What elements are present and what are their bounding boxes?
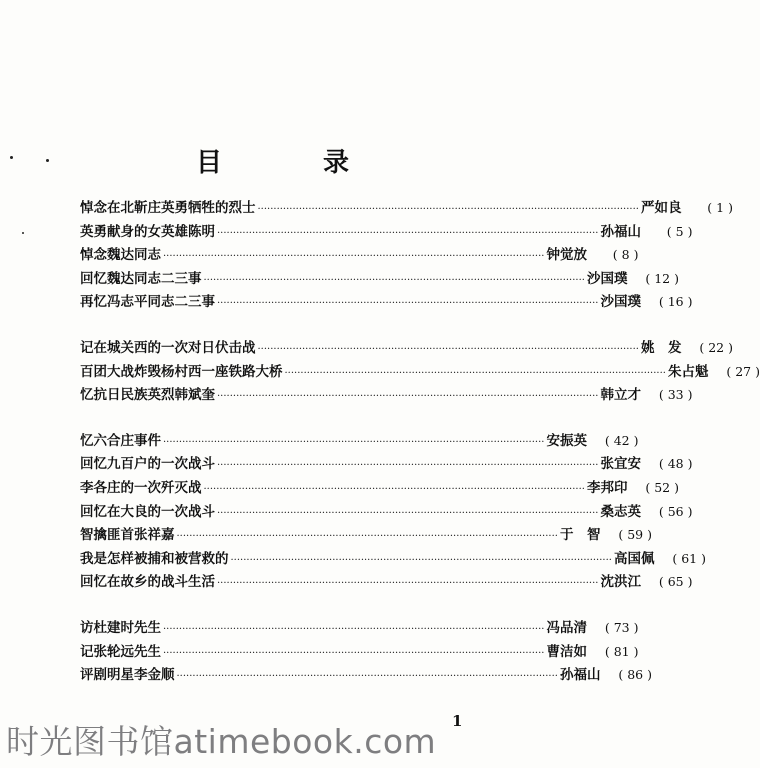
dot-leader: ························································································································	[203, 274, 585, 286]
dot-leader: ························································································································	[163, 251, 545, 263]
dot-leader: ························································································································	[163, 436, 545, 448]
toc-section	[80, 196, 733, 314]
page-number: 1	[452, 712, 463, 730]
dot-leader: ························································································································	[217, 578, 599, 590]
entry-author: 沈洪江	[600, 574, 641, 591]
entry-page: ( 73 )	[604, 619, 639, 635]
dot-leader: ························································································································	[176, 671, 558, 683]
entry-author: 孙福山	[600, 223, 641, 240]
entry-title: 记张轮远先生	[80, 643, 161, 660]
dot-leader: ························································································································	[230, 554, 612, 566]
dot-leader: ························································································································	[284, 367, 666, 379]
toc-entry[interactable]	[80, 360, 760, 384]
toc-entry[interactable]	[80, 547, 706, 571]
dot-leader: ························································································································	[217, 227, 599, 239]
entry-author: 朱占魁	[667, 363, 709, 380]
entry-author: 张宜安	[600, 456, 641, 473]
toc-section	[80, 429, 706, 594]
entry-title: 回忆魏达同志二三事	[80, 270, 202, 287]
entry-author: 桑志英	[600, 503, 641, 520]
entry-author: 高国佩	[613, 550, 655, 567]
dot-leader: ························································································································	[203, 483, 585, 495]
entry-page: ( 61 )	[672, 550, 706, 566]
entry-page: ( 33 )	[658, 387, 693, 403]
entry-page: ( 22 )	[699, 339, 733, 355]
entry-author: 冯品清	[546, 619, 587, 636]
entry-page: ( 12 )	[645, 270, 679, 286]
page-title: 目 录	[195, 148, 396, 178]
toc-entry[interactable]	[80, 452, 693, 476]
entry-page: ( 16 )	[658, 294, 693, 310]
toc-entry[interactable]	[80, 616, 639, 640]
entry-title: 智擒匪首张祥嘉	[80, 527, 175, 544]
entry-author: 钟觉放	[546, 247, 587, 264]
entry-page: ( 42 )	[604, 432, 639, 448]
entry-author: 沙国璞	[586, 270, 628, 287]
entry-page: ( 8 )	[612, 247, 639, 263]
entry-title: 回忆在大良的一次战斗	[80, 503, 215, 520]
entry-title: 访杜建时先生	[80, 619, 161, 636]
entry-author: 严如良	[640, 200, 682, 216]
entry-author: 安振英	[546, 432, 587, 449]
entry-page: ( 81 )	[604, 643, 639, 659]
entry-page: ( 65 )	[658, 574, 693, 590]
toc-entry[interactable]	[80, 523, 652, 547]
entry-page: ( 86 )	[618, 667, 652, 683]
toc-entry[interactable]	[80, 336, 733, 360]
entry-author: 李邦印	[586, 479, 628, 496]
dot-leader: ························································································································	[217, 507, 599, 519]
entry-author: 姚 发	[640, 339, 682, 356]
entry-title: 百团大战炸毁杨村西一座铁路大桥	[80, 363, 283, 380]
entry-title: 英勇献身的女英雄陈明	[80, 223, 215, 240]
toc-entry[interactable]	[80, 196, 733, 220]
toc-entry[interactable]	[80, 290, 693, 314]
toc-entry[interactable]	[80, 220, 693, 244]
entry-page: ( 27 )	[726, 363, 760, 379]
toc-entry[interactable]	[80, 243, 639, 267]
entry-title: 忆六合庄事件	[80, 432, 161, 449]
entry-title: 悼念魏达同志	[80, 247, 161, 264]
dot-leader: ························································································································	[217, 460, 599, 472]
entry-title: 忆抗日民族英烈韩斌奎	[80, 387, 215, 404]
entry-title: 回忆在故乡的战斗生活	[80, 574, 215, 591]
entry-title: 悼念在北靳庄英勇牺牲的烈士	[80, 200, 256, 216]
toc-entry[interactable]	[80, 663, 652, 687]
toc-section	[80, 336, 760, 407]
entry-title: 回忆九百户的一次战斗	[80, 456, 215, 473]
entry-page: ( 5 )	[666, 223, 693, 239]
entry-author: 曹洁如	[546, 643, 587, 660]
toc-entry[interactable]	[80, 267, 679, 291]
entry-title: 再忆冯志平同志二三事	[80, 294, 215, 311]
entry-author: 于 智	[559, 527, 601, 544]
dot-leader: ························································································································	[217, 391, 599, 403]
dot-leader: ························································································································	[176, 531, 558, 543]
scan-speck	[22, 232, 24, 234]
entry-author: 沙国璞	[600, 294, 641, 311]
entry-author: 韩立才	[600, 387, 641, 404]
table-of-contents	[80, 196, 760, 709]
scan-speck	[10, 156, 13, 159]
toc-entry[interactable]	[80, 476, 679, 500]
toc-entry[interactable]	[80, 640, 639, 664]
entry-title: 李各庄的一次歼灭战	[80, 479, 202, 496]
entry-author: 孙福山	[559, 667, 601, 684]
toc-section	[80, 616, 652, 687]
watermark: 时光图书馆atimebook.com	[6, 722, 437, 761]
dot-leader: ························································································································	[163, 623, 545, 635]
entry-page: ( 48 )	[658, 456, 693, 472]
entry-title: 记在城关西的一次对日伏击战	[80, 339, 256, 356]
dot-leader: ························································································································	[257, 204, 639, 215]
dot-leader: ························································································································	[257, 343, 639, 355]
entry-title: 评剧明星李金顺	[80, 667, 175, 684]
entry-page: ( 52 )	[645, 479, 679, 495]
entry-page: ( 59 )	[618, 527, 652, 543]
toc-entry[interactable]	[80, 570, 693, 594]
toc-entry[interactable]	[80, 383, 693, 407]
scan-speck	[46, 159, 49, 162]
toc-entry[interactable]	[80, 500, 693, 524]
entry-page: ( 1 )	[707, 200, 733, 215]
entry-title: 我是怎样被捕和被营救的	[80, 550, 229, 567]
entry-page: ( 56 )	[658, 503, 693, 519]
dot-leader: ························································································································	[163, 647, 545, 659]
dot-leader: ························································································································	[217, 298, 599, 310]
toc-entry[interactable]	[80, 429, 639, 453]
